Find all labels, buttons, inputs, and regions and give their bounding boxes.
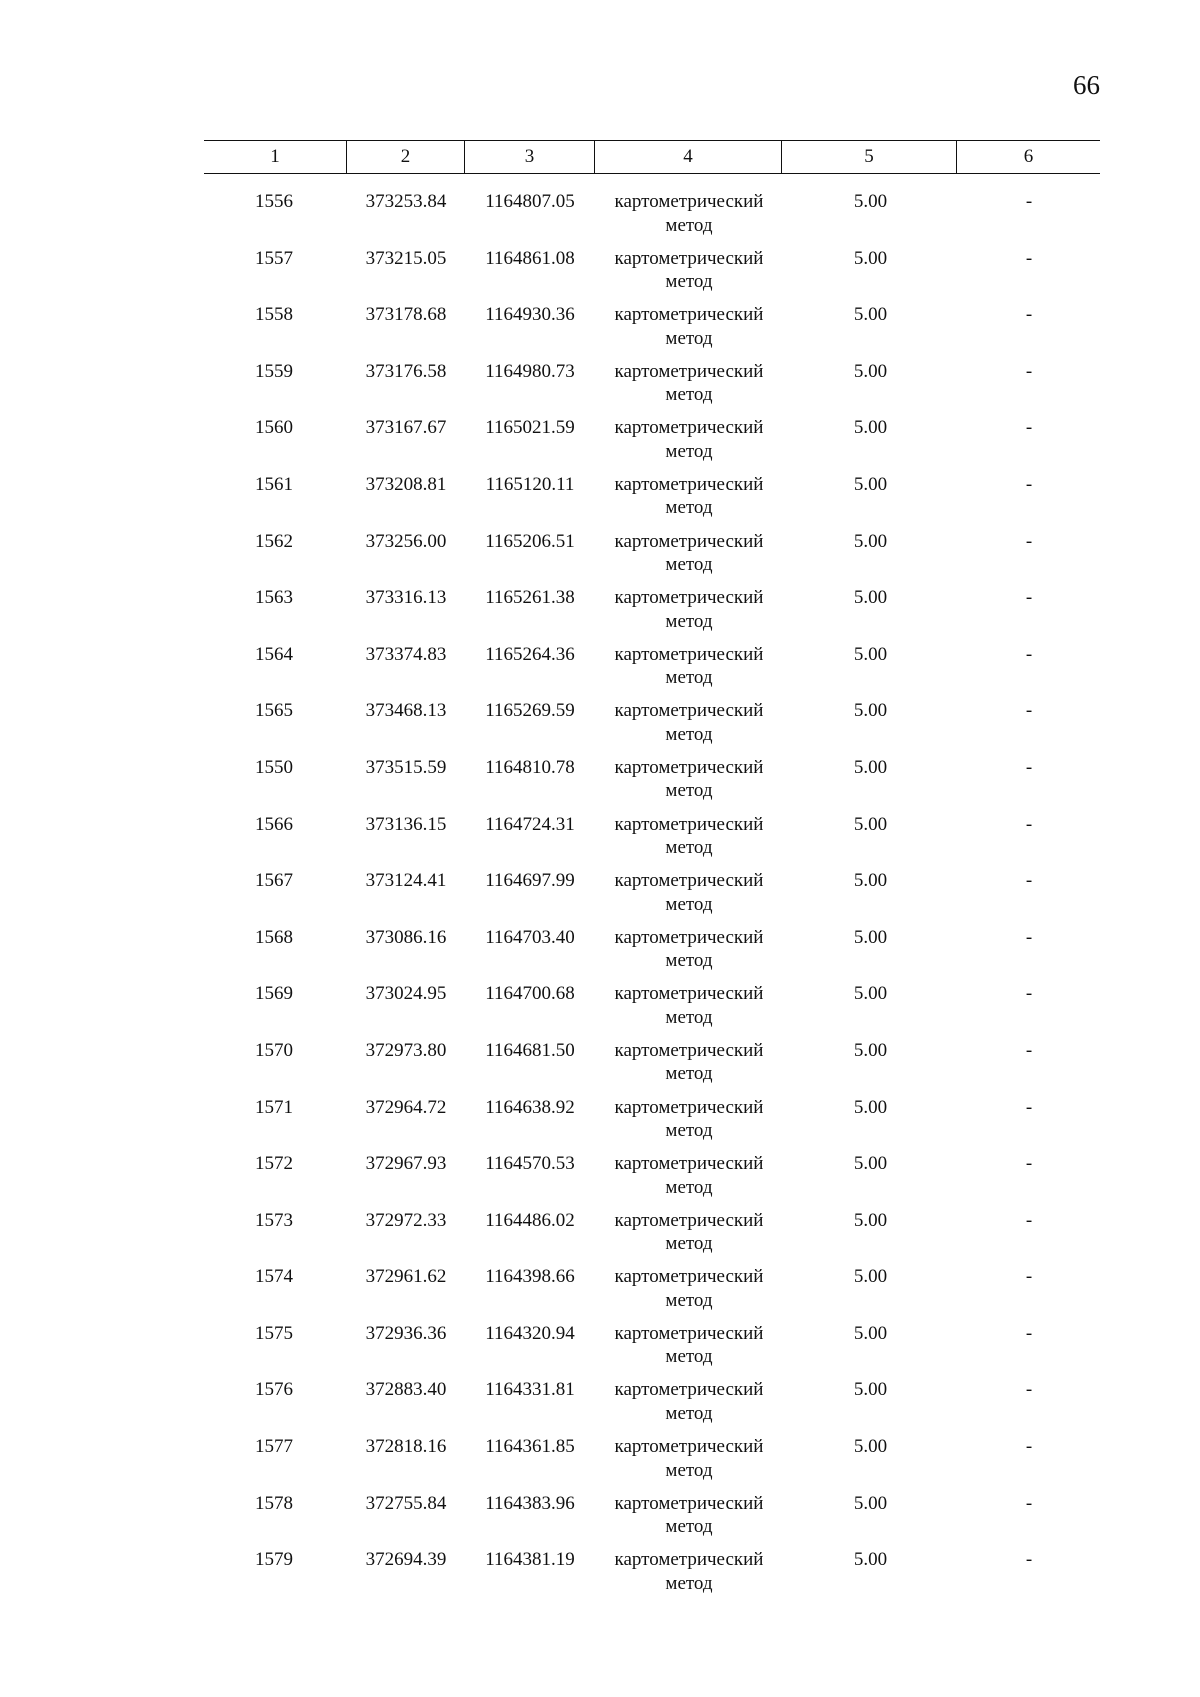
coordinate-x: 372972.33	[365, 1209, 447, 1231]
method-line-2: метод	[665, 554, 713, 576]
method-line-2: метод	[665, 723, 713, 745]
method-cell	[596, 982, 782, 1029]
method-line-1: картометрический	[614, 1153, 764, 1175]
method-line-1: картометрический	[614, 643, 764, 665]
table-row	[0, 1152, 1200, 1209]
note: -	[1025, 1153, 1033, 1175]
coordinate-x: 372755.84	[365, 1492, 447, 1514]
column-header-5: 5	[864, 146, 874, 167]
note: -	[1025, 247, 1033, 269]
accuracy: 5.00	[853, 473, 888, 495]
coordinate-x: 373468.13	[365, 700, 447, 722]
method-cell	[596, 1435, 782, 1482]
point-number: 1563	[255, 587, 293, 609]
note: -	[1025, 926, 1033, 948]
coordinate-y: 1164703.40	[485, 926, 575, 948]
method-line-2: метод	[665, 893, 713, 915]
method-cell	[596, 586, 782, 633]
method-line-1: картометрический	[614, 1549, 764, 1571]
method-cell	[596, 1492, 782, 1539]
accuracy: 5.00	[853, 983, 888, 1005]
coordinate-y: 1164381.19	[485, 1549, 575, 1571]
method-line-1: картометрический	[614, 1039, 764, 1061]
method-cell	[596, 247, 782, 294]
coordinate-y: 1164361.85	[485, 1436, 575, 1458]
method-line-2: метод	[665, 327, 713, 349]
method-line-1: картометрический	[614, 1266, 764, 1288]
note: -	[1025, 304, 1033, 326]
table-row	[0, 1039, 1200, 1096]
coordinate-x: 372818.16	[365, 1436, 447, 1458]
point-number: 1576	[255, 1379, 293, 1401]
method-line-2: метод	[665, 497, 713, 519]
note: -	[1025, 1492, 1033, 1514]
method-line-2: метод	[665, 780, 713, 802]
point-number: 1579	[255, 1549, 293, 1571]
method-cell	[596, 360, 782, 407]
method-cell	[596, 926, 782, 973]
method-line-1: картометрический	[614, 304, 764, 326]
accuracy: 5.00	[853, 304, 888, 326]
point-number: 1572	[255, 1153, 293, 1175]
coordinates-table-body	[0, 190, 1200, 1605]
table-row	[0, 1548, 1200, 1605]
method-line-2: метод	[665, 271, 713, 293]
table-row	[0, 869, 1200, 926]
page-number: 66	[1073, 70, 1100, 100]
method-line-1: картометрический	[614, 530, 764, 552]
point-number: 1575	[255, 1322, 293, 1344]
point-number: 1562	[255, 530, 293, 552]
note: -	[1025, 870, 1033, 892]
table-row	[0, 1492, 1200, 1549]
point-number: 1566	[255, 813, 293, 835]
table-row	[0, 190, 1200, 247]
accuracy: 5.00	[853, 1209, 888, 1231]
column-header-1: 1	[270, 146, 280, 167]
accuracy: 5.00	[853, 1549, 888, 1571]
note: -	[1025, 643, 1033, 665]
point-number: 1557	[255, 247, 293, 269]
table-row	[0, 1096, 1200, 1153]
note: -	[1025, 360, 1033, 382]
note: -	[1025, 530, 1033, 552]
method-cell	[596, 473, 782, 520]
coordinate-x: 373256.00	[365, 530, 447, 552]
coordinate-y: 1165206.51	[485, 530, 575, 552]
coordinate-y: 1164930.36	[485, 304, 575, 326]
method-line-2: метод	[665, 1176, 713, 1198]
method-line-1: картометрический	[614, 926, 764, 948]
note: -	[1025, 1266, 1033, 1288]
table-row	[0, 982, 1200, 1039]
method-line-1: картометрический	[614, 1379, 764, 1401]
method-cell	[596, 1039, 782, 1086]
coordinate-x: 372883.40	[365, 1379, 447, 1401]
coordinate-x: 373024.95	[365, 983, 447, 1005]
accuracy: 5.00	[853, 756, 888, 778]
table-row	[0, 756, 1200, 813]
method-line-2: метод	[665, 1120, 713, 1141]
column-header-3: 3	[524, 146, 535, 167]
coordinate-x: 373215.05	[365, 247, 447, 269]
column-header-2: 2	[400, 146, 411, 167]
coordinate-x: 372964.72	[365, 1096, 447, 1118]
point-number: 1560	[255, 417, 293, 439]
coordinate-y: 1165269.59	[485, 700, 575, 722]
method-cell	[596, 1265, 782, 1312]
point-number: 1569	[255, 983, 293, 1005]
accuracy: 5.00	[853, 1492, 888, 1514]
coordinate-y: 1164697.99	[485, 870, 575, 892]
note: -	[1025, 813, 1033, 835]
coordinate-x: 373178.68	[365, 304, 447, 326]
method-cell	[596, 303, 782, 350]
method-line-2: метод	[665, 837, 713, 859]
method-line-1: картометрический	[614, 473, 764, 495]
coordinate-x: 373208.81	[365, 473, 447, 495]
coordinate-x: 373124.41	[365, 870, 447, 892]
method-cell	[596, 1096, 782, 1143]
accuracy: 5.00	[853, 587, 888, 609]
method-line-2: метод	[665, 1289, 713, 1311]
table-row	[0, 530, 1200, 587]
table-row	[0, 473, 1200, 530]
coordinate-y: 1164861.08	[485, 247, 575, 269]
method-line-1: картометрический	[614, 1436, 764, 1458]
point-number: 1561	[255, 473, 293, 495]
coordinate-y: 1164681.50	[485, 1039, 575, 1061]
coordinate-y: 1164331.81	[485, 1379, 575, 1401]
method-line-2: метод	[665, 1402, 713, 1424]
coordinate-x: 372967.93	[365, 1153, 447, 1175]
method-line-1: картометрический	[614, 1096, 764, 1118]
note: -	[1025, 1039, 1033, 1061]
accuracy: 5.00	[853, 813, 888, 835]
note: -	[1025, 1549, 1033, 1571]
table-row	[0, 926, 1200, 983]
accuracy: 5.00	[853, 1379, 888, 1401]
point-number: 1578	[255, 1492, 293, 1514]
method-line-1: картометрический	[614, 870, 764, 892]
note: -	[1025, 1096, 1033, 1118]
method-cell	[596, 1378, 782, 1425]
note: -	[1025, 417, 1033, 439]
note: -	[1025, 1436, 1033, 1458]
coordinate-x: 373176.58	[365, 360, 447, 382]
accuracy: 5.00	[853, 643, 888, 665]
point-number: 1564	[255, 643, 293, 665]
table-row	[0, 1322, 1200, 1379]
method-line-2: метод	[665, 1063, 713, 1085]
table-header-bottom-rule	[204, 173, 1100, 174]
method-cell	[596, 530, 782, 577]
table-row	[0, 360, 1200, 417]
column-header-4: 4	[683, 146, 693, 167]
coordinate-y: 1165021.59	[485, 417, 575, 439]
coordinate-x: 373316.13	[365, 587, 447, 609]
coordinate-y: 1164398.66	[485, 1266, 575, 1288]
method-line-2: метод	[665, 1233, 713, 1255]
method-line-1: картометрический	[614, 700, 764, 722]
method-line-2: метод	[665, 1459, 713, 1481]
note: -	[1025, 1209, 1033, 1231]
coordinate-x: 373086.16	[365, 926, 447, 948]
method-line-1: картометрический	[614, 417, 764, 439]
point-number: 1556	[255, 191, 293, 212]
table-row	[0, 247, 1200, 304]
coordinate-x: 372961.62	[365, 1266, 447, 1288]
coordinate-x: 373253.84	[365, 191, 447, 212]
accuracy: 5.00	[853, 247, 888, 269]
note: -	[1025, 983, 1033, 1005]
method-line-1: картометрический	[614, 983, 764, 1005]
point-number: 1577	[255, 1436, 293, 1458]
coordinate-y: 1164980.73	[485, 360, 575, 382]
accuracy: 5.00	[853, 1096, 888, 1118]
table-row	[0, 1209, 1200, 1266]
coordinate-x: 373374.83	[365, 643, 447, 665]
method-cell	[596, 869, 782, 916]
method-cell	[596, 813, 782, 860]
table-row	[0, 699, 1200, 756]
method-cell	[596, 1548, 782, 1595]
coordinate-y: 1165264.36	[485, 643, 575, 665]
method-line-2: метод	[665, 384, 713, 406]
point-number: 1571	[255, 1096, 293, 1118]
coordinate-y: 1165261.38	[485, 587, 575, 609]
coordinate-x: 372936.36	[365, 1322, 447, 1344]
coordinate-x: 373136.15	[365, 813, 447, 835]
method-line-1: картометрический	[614, 360, 764, 382]
method-cell	[596, 416, 782, 463]
method-line-2: метод	[665, 214, 713, 236]
method-cell	[596, 190, 782, 237]
accuracy: 5.00	[853, 1322, 888, 1344]
point-number: 1565	[255, 700, 293, 722]
note: -	[1025, 1379, 1033, 1401]
point-number: 1574	[255, 1266, 293, 1288]
method-line-2: метод	[665, 1572, 713, 1594]
coordinate-y: 1164810.78	[485, 756, 575, 778]
method-line-2: метод	[665, 1516, 713, 1538]
point-number: 1573	[255, 1209, 293, 1231]
method-cell	[596, 756, 782, 803]
note: -	[1025, 756, 1033, 778]
coordinate-y: 1164807.05	[485, 191, 575, 212]
coordinate-x: 372694.39	[365, 1549, 447, 1571]
table-row	[0, 643, 1200, 700]
coordinate-y: 1164320.94	[485, 1322, 575, 1344]
coordinate-y: 1164700.68	[485, 983, 575, 1005]
method-line-1: картометрический	[614, 191, 764, 212]
note: -	[1025, 1322, 1033, 1344]
note: -	[1025, 587, 1033, 609]
method-cell	[596, 1322, 782, 1369]
accuracy: 5.00	[853, 926, 888, 948]
method-cell	[596, 643, 782, 690]
method-line-1: картометрический	[614, 587, 764, 609]
method-line-2: метод	[665, 1346, 713, 1368]
accuracy: 5.00	[853, 417, 888, 439]
point-number: 1567	[255, 870, 293, 892]
table-row	[0, 303, 1200, 360]
method-line-1: картометрический	[614, 247, 764, 269]
table-row	[0, 813, 1200, 870]
method-line-2: метод	[665, 950, 713, 972]
method-line-1: картометрический	[614, 1322, 764, 1344]
method-line-1: картометрический	[614, 1492, 764, 1514]
accuracy: 5.00	[853, 530, 888, 552]
point-number: 1570	[255, 1039, 293, 1061]
note: -	[1025, 473, 1033, 495]
accuracy: 5.00	[853, 1153, 888, 1175]
table-row	[0, 586, 1200, 643]
note: -	[1025, 191, 1033, 212]
accuracy: 5.00	[853, 1039, 888, 1061]
point-number: 1550	[255, 756, 293, 778]
method-cell	[596, 1152, 782, 1199]
accuracy: 5.00	[853, 191, 888, 212]
accuracy: 5.00	[853, 1436, 888, 1458]
table-row	[0, 1435, 1200, 1492]
coordinate-y: 1165120.11	[485, 473, 575, 495]
note: -	[1025, 700, 1033, 722]
point-number: 1558	[255, 304, 293, 326]
coordinate-y: 1164486.02	[485, 1209, 575, 1231]
coordinate-y: 1164570.53	[485, 1153, 575, 1175]
method-line-2: метод	[665, 1006, 713, 1028]
coordinate-y: 1164638.92	[485, 1096, 575, 1118]
point-number: 1568	[255, 926, 293, 948]
accuracy: 5.00	[853, 360, 888, 382]
coordinate-x: 373167.67	[365, 417, 447, 439]
method-line-1: картометрический	[614, 756, 764, 778]
method-line-1: картометрический	[614, 1209, 764, 1231]
coordinate-y: 1164383.96	[485, 1492, 575, 1514]
table-row	[0, 1265, 1200, 1322]
method-line-2: метод	[665, 667, 713, 689]
point-number: 1559	[255, 360, 293, 382]
method-cell	[596, 699, 782, 746]
method-line-1: картометрический	[614, 813, 764, 835]
table-row	[0, 1378, 1200, 1435]
coordinate-x: 373515.59	[365, 756, 447, 778]
method-line-2: метод	[665, 440, 713, 462]
coordinate-y: 1164724.31	[485, 813, 575, 835]
accuracy: 5.00	[853, 1266, 888, 1288]
coordinate-x: 372973.80	[365, 1039, 447, 1061]
table-row	[0, 416, 1200, 473]
accuracy: 5.00	[853, 700, 888, 722]
method-cell	[596, 1209, 782, 1256]
column-header-6: 6	[1023, 146, 1034, 167]
method-line-2: метод	[665, 610, 713, 632]
accuracy: 5.00	[853, 870, 888, 892]
